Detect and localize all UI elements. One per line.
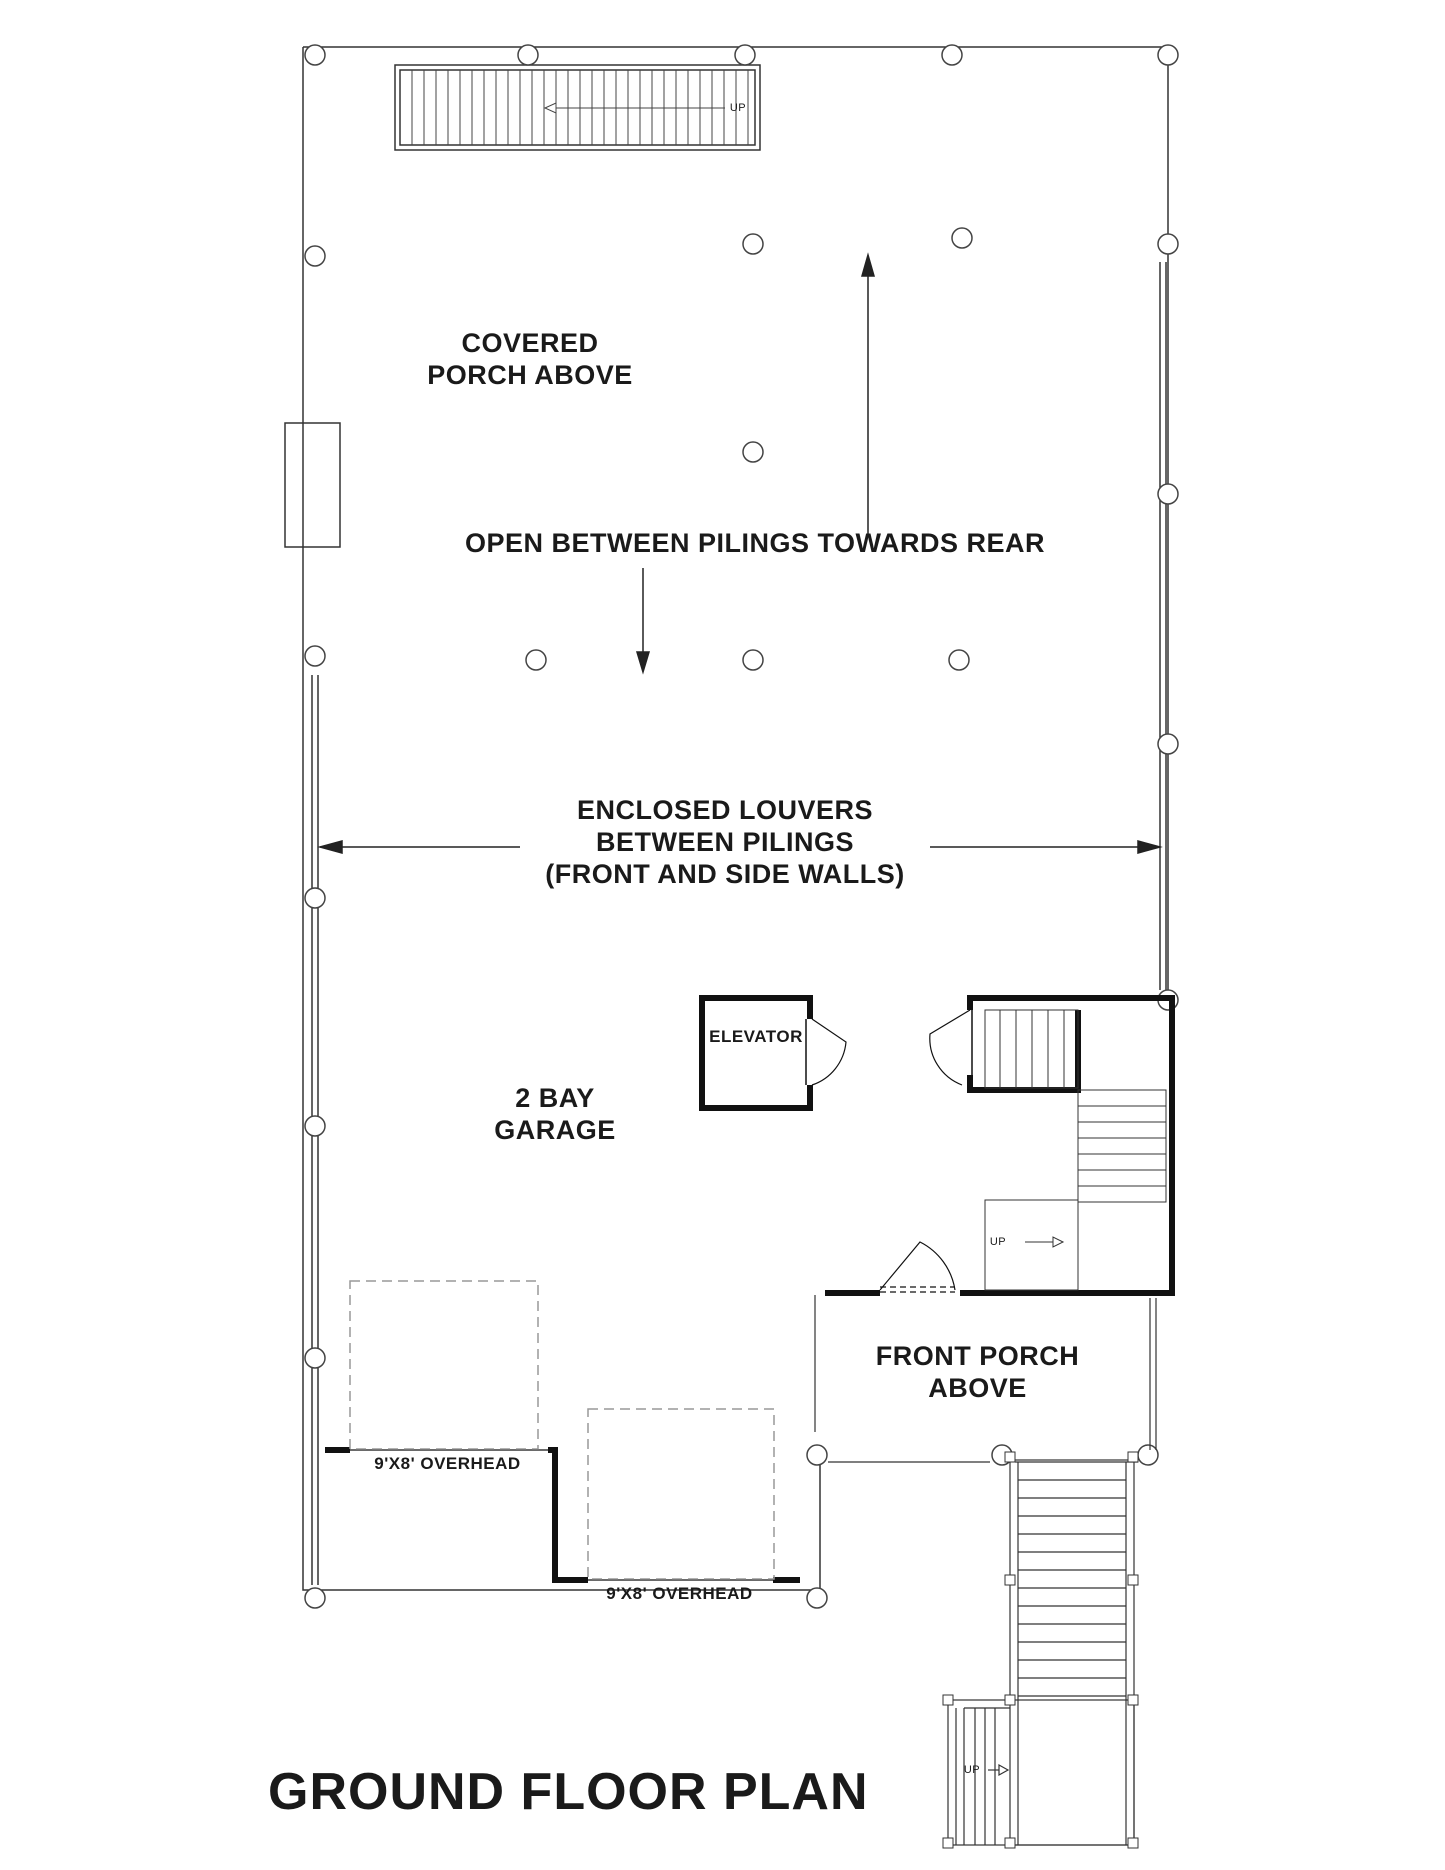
rear-stair-up-label: UP [729, 102, 747, 114]
overhead-door-left-swing [350, 1281, 538, 1449]
overhead-door-right-swing [588, 1409, 774, 1579]
stair-enclosure-wall [960, 998, 1172, 1293]
front-porch-line1: FRONT PORCH [875, 1341, 1080, 1371]
garage-line1: 2 BAY [515, 1083, 595, 1113]
covered-porch-line1: COVERED [461, 328, 599, 358]
front-porch-line2: ABOVE [928, 1373, 1027, 1403]
enclosed-louvers-label [520, 794, 930, 890]
open-between-pilings-label: OPEN BETWEEN PILINGS TOWARDS REAR [464, 528, 1046, 558]
covered-porch-label [420, 327, 640, 391]
left-wall-box [285, 423, 340, 547]
enclosed-louvers-line3: (FRONT AND SIDE WALLS) [545, 859, 905, 889]
garage-label [460, 1082, 650, 1146]
front-stair [1010, 1460, 1134, 1845]
interior-stair-up-label: UP [989, 1236, 1007, 1248]
garage-line2: GARAGE [494, 1115, 616, 1145]
enclosed-louvers-line2: BETWEEN PILINGS [595, 827, 854, 857]
overhead-door-right-label: 9'X8' OVERHEAD [606, 1584, 753, 1603]
overhead-door-left-label: 9'X8' OVERHEAD [374, 1454, 521, 1473]
enclosed-louvers-line1: ENCLOSED LOUVERS [576, 795, 874, 825]
elevator-shaft [702, 998, 810, 1108]
front-porch-label [855, 1340, 1100, 1404]
front-stair-up-label: UP [963, 1764, 981, 1776]
covered-porch-line2: PORCH ABOVE [427, 360, 633, 390]
plan-title: GROUND FLOOR PLAN [268, 1763, 869, 1821]
elevator-label: ELEVATOR [709, 1027, 803, 1046]
